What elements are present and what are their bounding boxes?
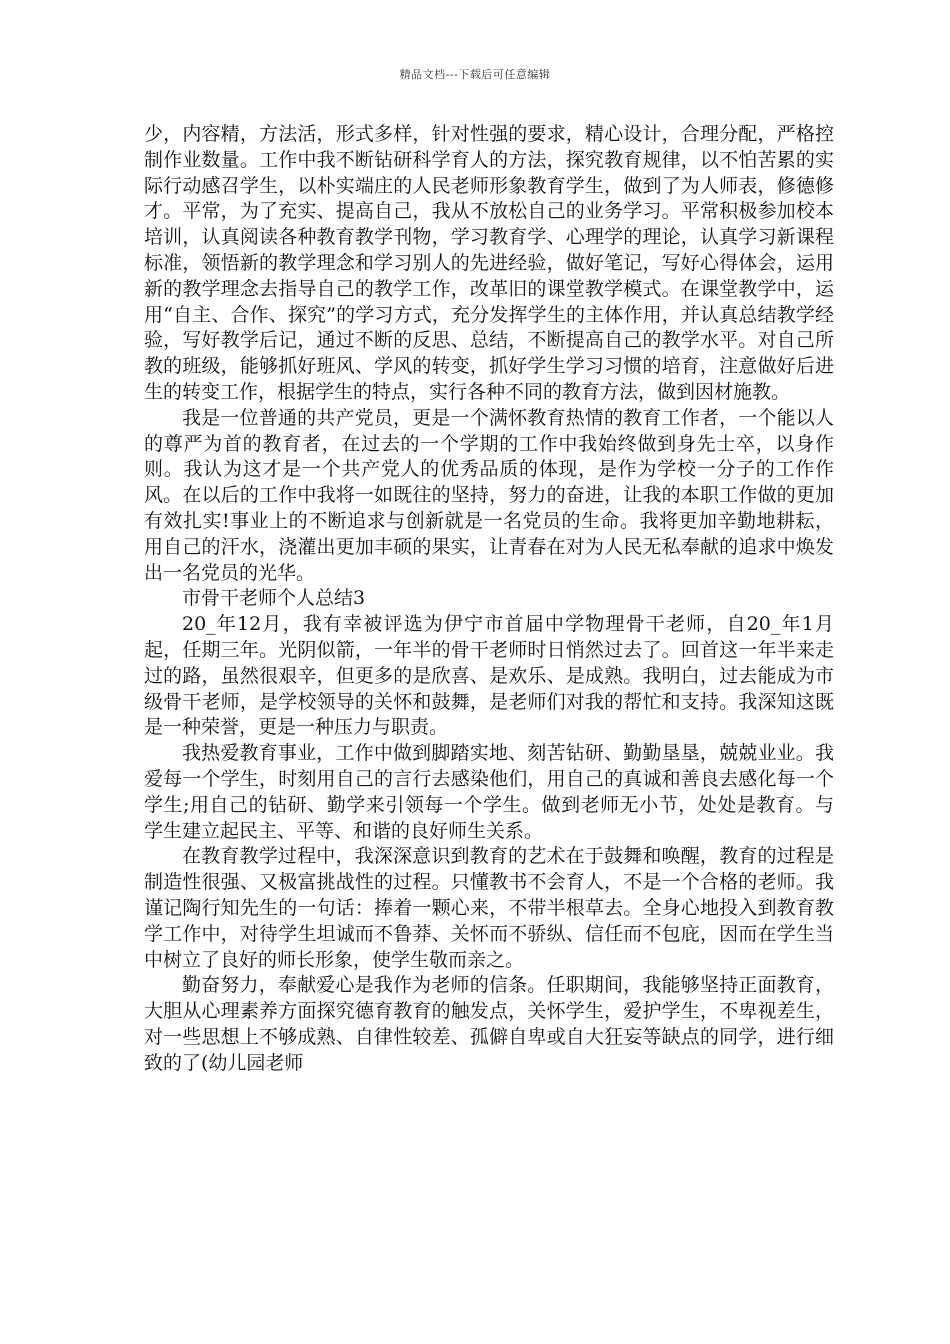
section-heading: 市骨干老师个人总结3 xyxy=(182,587,366,610)
paragraph: 20_年12月，我有幸被评选为伊宁市首届中学物理骨干老师，自20_年1月起，任期三年。光阴似箭，一年半的骨干老师时日悄然过去了。回首这一年半来走过的路，虽然很艰辛，但更多的是欣喜、是欢乐、是成熟。我明白，过去能成为市级骨干老师，是学校领导的关怀和鼓舞，是老师们对我的帮忙和支持。我深知这既是一种荣誉，更是一种压力与职责。 xyxy=(144,613,834,739)
paragraph: 我热爱教育事业，工作中做到脚踏实地、刻苦钻研、勤勤垦垦，兢兢业业。我爱每一个学生，时刻用自己的言行去感染他们，用自己的真诚和善良去感化每一个学生;用自己的钻研、勤学来引领每一个学生。做到老师无小节，处处是教育。与学生建立起民主、平等、和谐的良好师生关系。 xyxy=(144,742,834,842)
paragraph: 勤奋努力，奉献爱心是我作为老师的信条。任职期间，我能够坚持正面教育，大胆从心理素养方面探究德育教育的触发点，关怀学生，爱护学生，不卑视差生，对一些思想上不够成熟、自律性较差、孤僻自卑或自大狂妄等缺点的同学，进行细致的了(幼儿园老师 xyxy=(144,974,834,1074)
page-header: 精品文档---下载后可任意编辑 xyxy=(399,68,551,81)
paragraph: 在教育教学过程中，我深深意识到教育的艺术在于鼓舞和唤醒，教育的过程是制造性很强、又极富挑战性的过程。只懂教书不会育人，不是一个合格的老师。我谨记陶行知先生的一句话：捧着一颗心来，不带半根草去。全身心地投入到教育教学工作中，对待学生坦诚而不鲁莽、关怀而不骄纵、信任而不包庇，因而在学生当中树立了良好的师长形象，使学生敬而亲之。 xyxy=(144,845,834,971)
paragraph: 我是一位普通的共产党员，更是一个满怀教育热情的教育工作者，一个能以人的尊严为首的教育者，在过去的一个学期的工作中我始终做到身先士卒，以身作则。我认为这才是一个共产党人的优秀品质的体现，是作为学校一分子的工作作风。在以后的工作中我将一如既往的坚持，努力的奋进，让我的本职工作做的更加有效扎实!事业上的不断追求与创新就是一名党员的生命。我将更加辛勤地耕耘，用自己的汗水，浇灌出更加丰硕的果实，让青春在对为人民无私奉献的追求中焕发出一名党员的光华。 xyxy=(144,406,834,584)
document-body xyxy=(144,122,834,1076)
paragraph: 少，内容精，方法活，形式多样，针对性强的要求，精心设计，合理分配，严格控制作业数量。工作中我不断钻研科学育人的方法，探究教育规律，以不怕苦累的实际行动感召学生，以朴实端庄的人民老师形象教育学生，做到了为人师表，修德修才。平常，为了充实、提高自己，我从不放松自己的业务学习。平常积极参加校本培训，认真阅读各种教育教学刊物，学习教育学、心理学的理论，认真学习新课程标准，领悟新的教学理念和学习别人的先进经验，做好笔记，写好心得体会，运用新的教学理念去指导自己的教学工作，改革旧的课堂教学模式。在课堂教学中，运用“自主、合作、探究”的学习方式，充分发挥学生的主体作用，并认真总结教学经验，写好教学后记，通过不断的反思、总结，不断提高自己的教学水平。对自己所教的班级，能够抓好班风、学风的转变，抓好学生学习习惯的培育，注意做好后进生的转变工作，根据学生的特点，实行各种不同的教育方法，做到因材施教。 xyxy=(144,123,834,403)
